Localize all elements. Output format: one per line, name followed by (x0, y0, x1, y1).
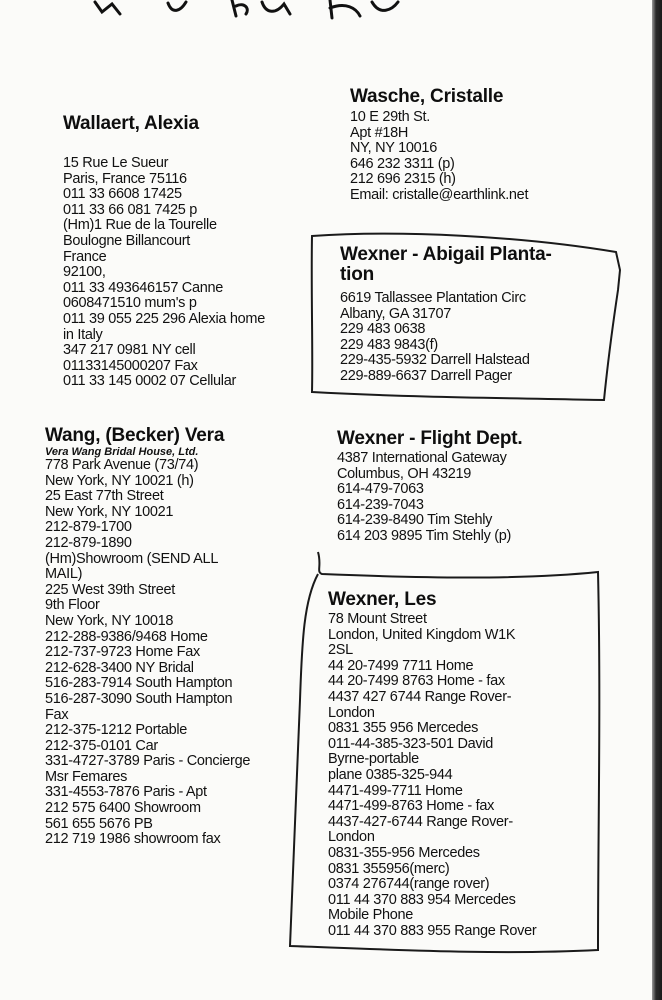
detail-line: 0831-355-956 Mercedes (328, 844, 480, 861)
detail-line: 212 719 1986 showroom fax (45, 831, 221, 848)
detail-line: London (328, 829, 375, 846)
detail-line: 011 44 370 883 954 Mercedes (328, 891, 516, 908)
detail-line: 78 Mount Street (328, 611, 427, 627)
detail-line: Albany, GA 31707 (340, 305, 452, 322)
detail-line: 212-879-1700 (45, 519, 132, 536)
entry-wexner-les (328, 589, 536, 939)
detail-line: Mobile Phone (328, 907, 414, 924)
entry-name: Wasche, Cristalle (350, 86, 504, 107)
detail-line: 212-879-1890 (45, 534, 132, 551)
detail-line: 225 West 39th Street (45, 581, 175, 598)
detail-line: 25 East 77th Street (45, 488, 164, 505)
entry-name: Wexner - Flight Dept. (337, 428, 523, 449)
detail-line: MAIL) (45, 566, 83, 583)
detail-line: Byrne-portable (328, 751, 419, 768)
detail-line: 011 44 370 883 955 Range Rover (328, 922, 537, 939)
detail-line: 01133145000207 Fax (63, 357, 198, 374)
entry-name: Wexner, Les (328, 589, 437, 610)
detail-line: 2SL (328, 642, 353, 659)
detail-line: 229-889-6637 Darrell Pager (340, 367, 512, 384)
detail-line: 0608471510 mum's p (63, 295, 197, 312)
detail-line: 4387 International Gateway (337, 450, 507, 466)
detail-line: 331-4727-3789 Paris - Concierge (45, 753, 251, 770)
detail-line: 614-239-8490 Tim Stehly (337, 512, 493, 529)
detail-line: 229 483 9843(f) (340, 336, 438, 353)
detail-line: London (328, 704, 375, 721)
detail-line: NY, NY 10016 (350, 140, 437, 157)
entry-wexner-flight-dept (337, 428, 522, 545)
detail-line: 10 E 29th St. (350, 109, 430, 125)
detail-line: (Hm)Showroom (SEND ALL (45, 550, 219, 567)
detail-line: 347 217 0981 NY cell (63, 342, 196, 359)
detail-line: 778 Park Avenue (73/74) (45, 457, 199, 473)
detail-line: 011 33 493646157 Canne (63, 279, 224, 296)
entry-details (63, 156, 265, 390)
detail-line: 92100, (63, 264, 106, 281)
detail-line: 614-239-7043 (337, 496, 424, 513)
entry-name-line: Wexner - Abigail Planta- (340, 244, 552, 265)
detail-line: 011 39 055 225 296 Alexia home (63, 310, 265, 327)
detail-line: 212-628-3400 NY Bridal (45, 659, 194, 676)
detail-line: Boulogne Billancourt (63, 232, 191, 249)
detail-line: 0831 355 956 Mercedes (328, 720, 479, 737)
detail-line: 0374 276744(range rover) (328, 876, 490, 893)
entry-details (328, 612, 536, 939)
entry-details (350, 110, 528, 204)
detail-line: 229 483 0638 (340, 321, 426, 338)
entry-name: Wang, (Becker) Vera (45, 425, 225, 446)
detail-line: in Italy (63, 326, 103, 343)
entry-details (45, 458, 250, 848)
detail-line: 212-288-9386/9468 Home (45, 628, 208, 645)
detail-line: 44 20-7499 8763 Home - fax (328, 673, 505, 690)
detail-line: 229-435-5932 Darrell Halstead (340, 352, 530, 369)
detail-line: 011 33 6608 17425 (63, 186, 182, 203)
detail-line: 011 33 66 081 7425 p (63, 201, 198, 218)
detail-line: 614-479-7063 (337, 481, 424, 498)
detail-line: 516-287-3090 South Hampton (45, 690, 233, 707)
detail-line: Columbus, OH 43219 (337, 465, 472, 482)
handwritten-scrawl (0, 0, 662, 30)
entry-wexner-abigail-plantation (340, 245, 612, 385)
detail-line: 331-4553-7876 Paris - Apt (45, 784, 207, 801)
detail-line: Email: cristalle@earthlink.net (350, 186, 529, 203)
detail-line: Msr Femares (45, 768, 128, 785)
detail-line: 212-375-1212 Portable (45, 722, 188, 739)
entry-details (340, 291, 612, 385)
entry-name (340, 245, 612, 285)
entry-name: Wallaert, Alexia (63, 113, 199, 134)
detail-line: 011-44-385-323-501 David (328, 735, 494, 752)
detail-line: 212 696 2315 (h) (350, 171, 456, 188)
detail-line: 44 20-7499 7711 Home (328, 657, 474, 674)
detail-line: 4471-499-8763 Home - fax (328, 798, 495, 815)
detail-line: New York, NY 10021 (45, 503, 174, 520)
detail-line: plane 0385-325-944 (328, 766, 453, 783)
detail-line: Paris, France 75116 (63, 170, 187, 187)
detail-line: 646 232 3311 (p) (350, 155, 455, 172)
entry-subtitle: Vera Wang Bridal House, Ltd. (45, 446, 199, 458)
detail-line: 4471-499-7711 Home (328, 782, 463, 799)
detail-line: (Hm)1 Rue de la Tourelle (63, 217, 217, 234)
detail-line: 6619 Tallassee Plantation Circ (340, 290, 526, 306)
detail-line: New York, NY 10021 (h) (45, 472, 194, 489)
detail-line: Apt #18H (350, 124, 409, 141)
page-edge-shadow (652, 0, 662, 1000)
detail-line: London, United Kingdom W1K (328, 626, 516, 643)
entry-wallaert (63, 113, 265, 390)
detail-line: 561 655 5676 PB (45, 815, 153, 832)
detail-line: 4437 427 6744 Range Rover- (328, 688, 512, 705)
detail-line: 4437-427-6744 Range Rover- (328, 813, 513, 830)
detail-line: 0831 355956(merc) (328, 860, 450, 877)
detail-line: Fax (45, 706, 69, 723)
detail-line: 212-375-0101 Car (45, 737, 158, 754)
detail-line: New York, NY 10018 (45, 612, 174, 629)
entry-wang (45, 425, 250, 848)
entry-wasche (350, 86, 528, 204)
entry-details (337, 451, 522, 545)
detail-line: 212-737-9723 Home Fax (45, 644, 200, 661)
detail-line: 212 575 6400 Showroom (45, 800, 201, 817)
detail-line: 614 203 9895 Tim Stehly (p) (337, 527, 512, 544)
detail-line: 15 Rue Le Sueur (63, 155, 169, 171)
detail-line: France (63, 248, 107, 265)
detail-line: 011 33 145 0002 07 Cellular (63, 373, 237, 390)
detail-line: 9th Floor (45, 597, 100, 614)
detail-line: 516-283-7914 South Hampton (45, 675, 233, 692)
entry-name-line: tion (340, 264, 375, 285)
